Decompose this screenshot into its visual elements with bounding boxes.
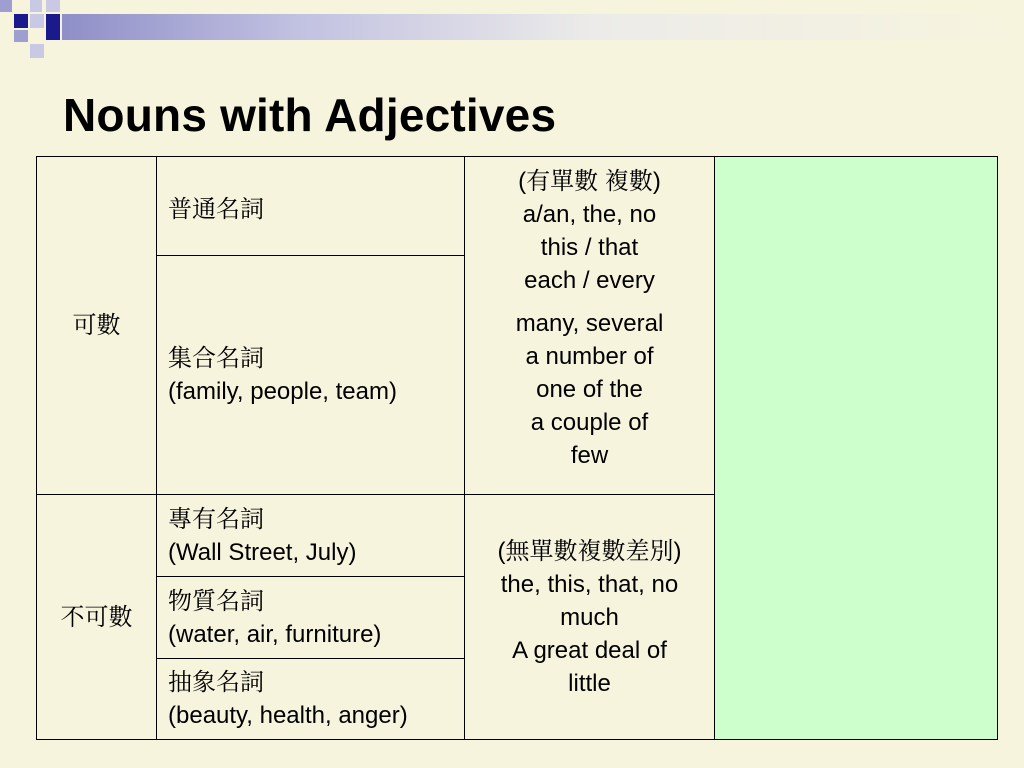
collective-noun-label: 集合名詞 bbox=[168, 345, 264, 372]
uncountable-adjective-line: little bbox=[568, 669, 611, 697]
collective-noun-cell bbox=[156, 255, 465, 495]
countable-adjective-line: many, several bbox=[515, 310, 664, 337]
abstract-noun-cell bbox=[156, 658, 465, 740]
uncountable-adjective-line: much bbox=[560, 603, 619, 631]
slide-title: Nouns with Adjectives bbox=[63, 89, 557, 141]
countable-adjective-line: a number of bbox=[525, 343, 654, 370]
material-noun-examples: (water, air, furniture) bbox=[168, 620, 382, 648]
proper-noun-cell bbox=[156, 494, 465, 577]
proper-noun-examples: (Wall Street, July) bbox=[168, 538, 357, 566]
common-noun-cell bbox=[156, 156, 465, 256]
countable-adjective-line: each / every bbox=[524, 267, 655, 294]
uncountable-adjectives-cell bbox=[464, 494, 715, 740]
uncountable-adjectives-header: (無單數複數差別) bbox=[497, 537, 682, 565]
uncountable-adjective-line: the, this, that, no bbox=[500, 570, 679, 598]
uncountable-adjective-line: A great deal of bbox=[512, 636, 667, 664]
common-noun-label: 普通名詞 bbox=[168, 196, 264, 223]
countable-adjectives-cell bbox=[464, 156, 715, 495]
uncountable-label-cell bbox=[36, 494, 157, 740]
uncountable-label: 不可數 bbox=[60, 603, 133, 631]
collective-noun-examples: (family, people, team) bbox=[168, 378, 397, 405]
empty-green-cell bbox=[714, 156, 998, 740]
abstract-noun-label: 抽象名詞 bbox=[168, 669, 264, 696]
material-noun-label: 物質名詞 bbox=[168, 587, 264, 615]
countable-adjective-line: this / that bbox=[540, 234, 639, 261]
countable-adjective-line: a couple of bbox=[530, 409, 649, 436]
countable-adjective-line: few bbox=[570, 442, 609, 469]
countable-label: 可數 bbox=[72, 312, 121, 339]
abstract-noun-examples: (beauty, health, anger) bbox=[168, 702, 408, 729]
proper-noun-label: 專有名詞 bbox=[168, 505, 264, 533]
countable-adjective-line: a/an, the, no bbox=[522, 201, 657, 228]
countable-adjectives-header: (有單數 複數) bbox=[518, 168, 661, 195]
countable-adjective-line: one of the bbox=[536, 376, 643, 403]
material-noun-cell bbox=[156, 576, 465, 659]
countable-label-cell bbox=[36, 156, 157, 495]
